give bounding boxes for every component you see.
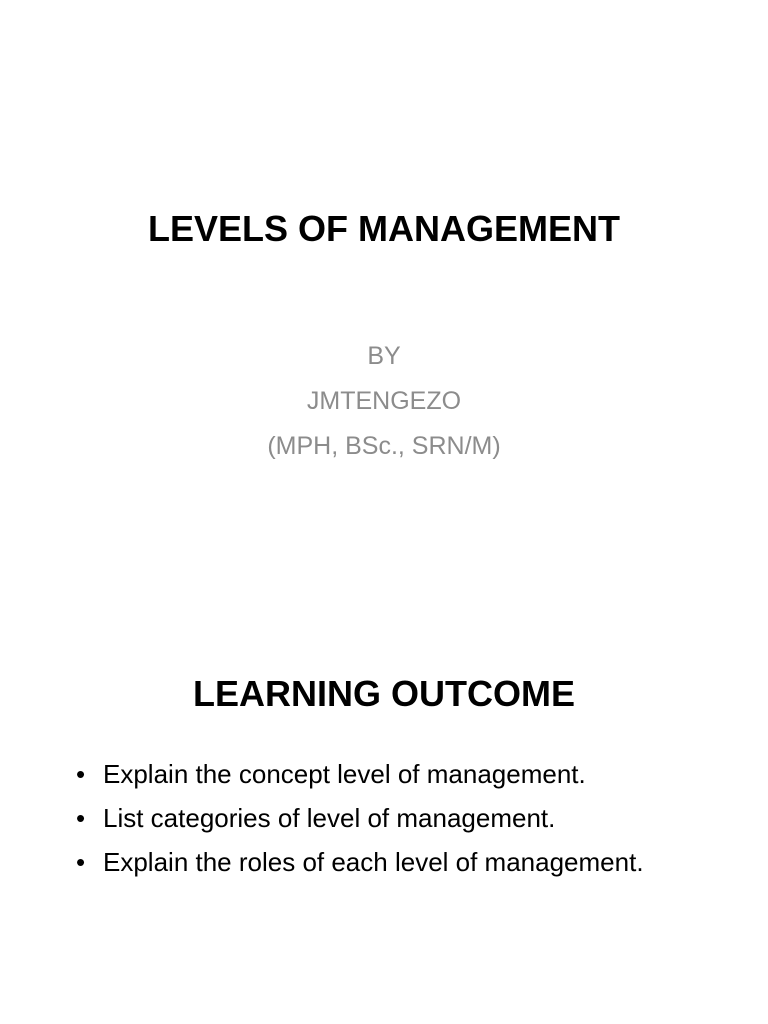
- list-item-text: List categories of level of management.: [103, 803, 556, 833]
- bullet-icon: •: [76, 803, 86, 833]
- learning-outcome-heading: LEARNING OUTCOME: [193, 673, 575, 714]
- slide-subtitle: [0, 334, 768, 469]
- list-item-text: Explain the concept level of management.: [103, 759, 586, 789]
- subtitle-line-credentials: (MPH, BSc., SRN/M): [267, 432, 501, 460]
- learning-outcome-list: [76, 754, 696, 886]
- subtitle-line-author: JMTENGEZO: [306, 387, 462, 415]
- list-item: [76, 842, 696, 882]
- list-item-text: Explain the roles of each level of management.: [103, 847, 644, 877]
- bullet-icon: •: [76, 759, 86, 789]
- list-item: [76, 798, 696, 838]
- list-item: [76, 754, 696, 794]
- slide-title-heading: LEVELS OF MANAGEMENT: [147, 208, 620, 249]
- subtitle-line-by: BY: [367, 342, 401, 370]
- bullet-icon: •: [76, 847, 86, 877]
- slide-learning-outcome: [0, 512, 768, 1024]
